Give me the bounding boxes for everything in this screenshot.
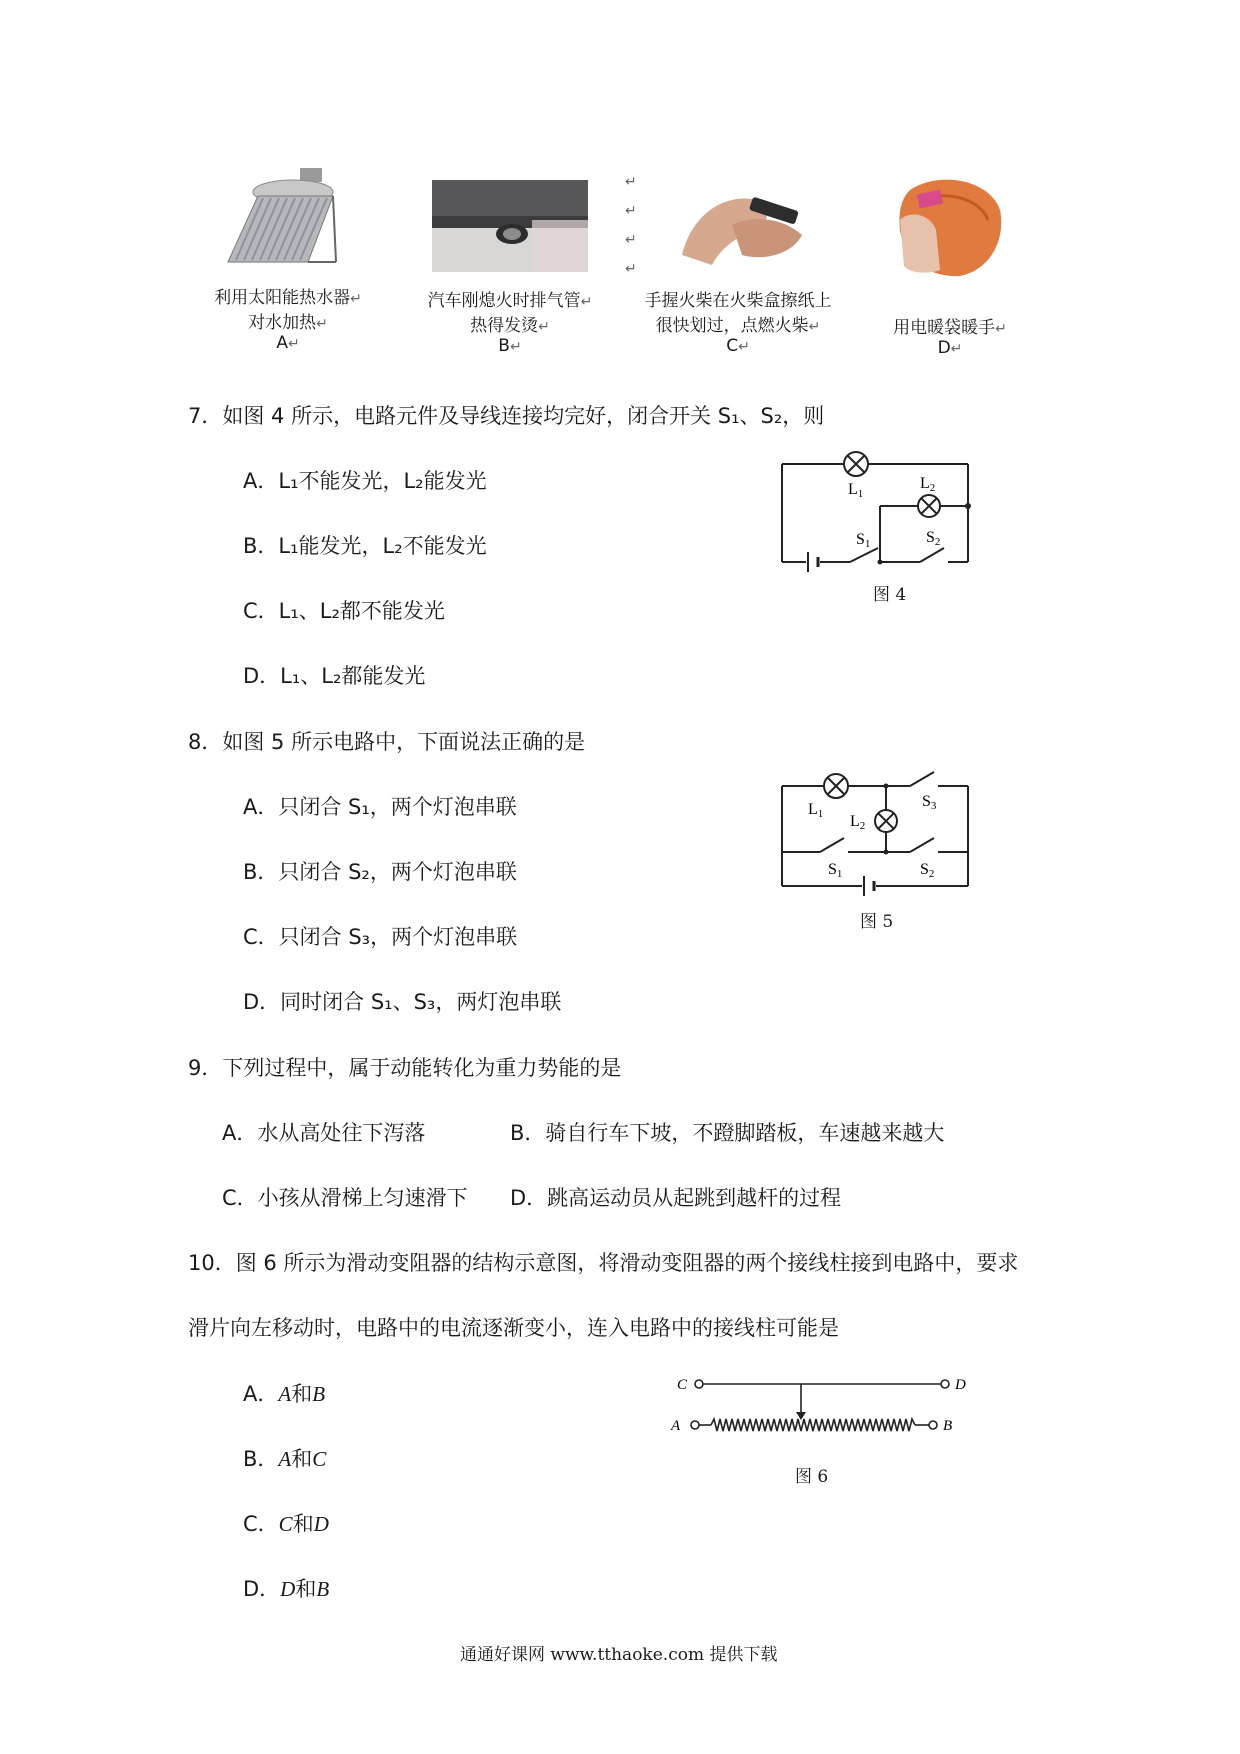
figure-6-caption: 图 6 bbox=[795, 1467, 829, 1487]
question-9-stem: 9．下列过程中，属于动能转化为重力势能的是 bbox=[188, 1056, 622, 1080]
fig6-terminal-c: C bbox=[677, 1377, 688, 1393]
question-7-stem: 7．如图 4 所示，电路元件及导线连接均完好，闭合开关 S₁、S₂，则 bbox=[188, 404, 825, 428]
question-8-option-a[interactable]: A．只闭合 S₁，两个灯泡串联 bbox=[243, 795, 517, 819]
fig5-label-l1: L1 bbox=[808, 801, 824, 820]
question-7-option-a[interactable]: A．L₁不能发光，L₂能发光 bbox=[243, 469, 487, 493]
fig5-label-s3: S3 bbox=[922, 793, 937, 812]
question-9-option-c[interactable]: C．小孩从滑梯上匀速滑下 bbox=[222, 1186, 468, 1210]
question-10-stem-line-2: 滑片向左移动时，电路中的电流逐渐变小，连入电路中的接线柱可能是 bbox=[188, 1316, 839, 1340]
question-9-option-b[interactable]: B．骑自行车下坡，不蹬脚踏板，车速越来越大 bbox=[510, 1121, 945, 1145]
question-9-option-d[interactable]: D．跳高运动员从起跳到越杆的过程 bbox=[510, 1186, 842, 1210]
fig4-label-s2: S2 bbox=[926, 529, 941, 548]
page-footer: 通通好课网 www.tthaoke.com 提供下载 bbox=[460, 1645, 778, 1665]
fig5-label-s1: S1 bbox=[828, 861, 843, 880]
question-8-stem: 8．如图 5 所示电路中，下面说法正确的是 bbox=[188, 730, 586, 754]
question-7-option-d[interactable]: D．L₁、L₂都能发光 bbox=[243, 664, 426, 688]
fig6-terminal-b: B bbox=[943, 1418, 953, 1434]
paragraph-marks: ↵ ↵ ↵ ↵ bbox=[625, 174, 637, 277]
image-c-caption: 手握火柴在火柴盒擦纸上 很快划过，点燃火柴↵ C↵ bbox=[644, 291, 832, 356]
figure-5-circuit bbox=[770, 770, 980, 900]
question-8-option-c[interactable]: C．只闭合 S₃，两个灯泡串联 bbox=[243, 925, 518, 949]
fig6-terminal-a: A bbox=[671, 1418, 681, 1434]
figure-4-caption: 图 4 bbox=[873, 585, 907, 605]
figure-5-caption: 图 5 bbox=[860, 912, 894, 932]
question-9-option-a[interactable]: A．水从高处往下泻落 bbox=[222, 1121, 426, 1145]
hand-warmer-image bbox=[890, 170, 1006, 280]
question-8-option-d[interactable]: D．同时闭合 S₁、S₃，两灯泡串联 bbox=[243, 990, 562, 1014]
match-striking-image bbox=[672, 185, 808, 271]
image-d-caption: 用电暖袋暖手↵ D↵ bbox=[893, 318, 1007, 358]
image-a-caption: 利用太阳能热水器↵ 对水加热↵ A↵ bbox=[214, 288, 362, 353]
figure-6-rheostat bbox=[665, 1370, 975, 1440]
fig4-label-l2: L2 bbox=[920, 475, 936, 494]
fig4-label-s1: S1 bbox=[856, 531, 871, 550]
question-10-option-b[interactable]: B．A和C bbox=[243, 1447, 327, 1471]
question-7-option-c[interactable]: C．L₁、L₂都不能发光 bbox=[243, 599, 445, 623]
fig6-terminal-d: D bbox=[955, 1377, 966, 1393]
image-b-caption: 汽车刚熄火时排气管↵ 热得发烫↵ B↵ bbox=[427, 291, 593, 356]
fig4-label-l1: L1 bbox=[848, 481, 864, 500]
solar-heater-image bbox=[218, 162, 358, 274]
fig5-label-s2: S2 bbox=[920, 861, 935, 880]
question-10-option-a[interactable]: A．A和B bbox=[243, 1382, 326, 1406]
fig6-resistance-coil bbox=[711, 1419, 915, 1431]
fig5-label-l2: L2 bbox=[850, 813, 866, 832]
exhaust-pipe-image bbox=[432, 180, 588, 272]
question-10-stem-line-1: 10．图 6 所示为滑动变阻器的结构示意图，将滑动变阻器的两个接线柱接到电路中，要求 bbox=[188, 1251, 1019, 1275]
question-8-option-b[interactable]: B．只闭合 S₂，两个灯泡串联 bbox=[243, 860, 517, 884]
question-10-option-d[interactable]: D．D和B bbox=[243, 1577, 330, 1601]
question-7-option-b[interactable]: B．L₁能发光，L₂不能发光 bbox=[243, 534, 487, 558]
question-10-option-c[interactable]: C．C和D bbox=[243, 1512, 329, 1536]
